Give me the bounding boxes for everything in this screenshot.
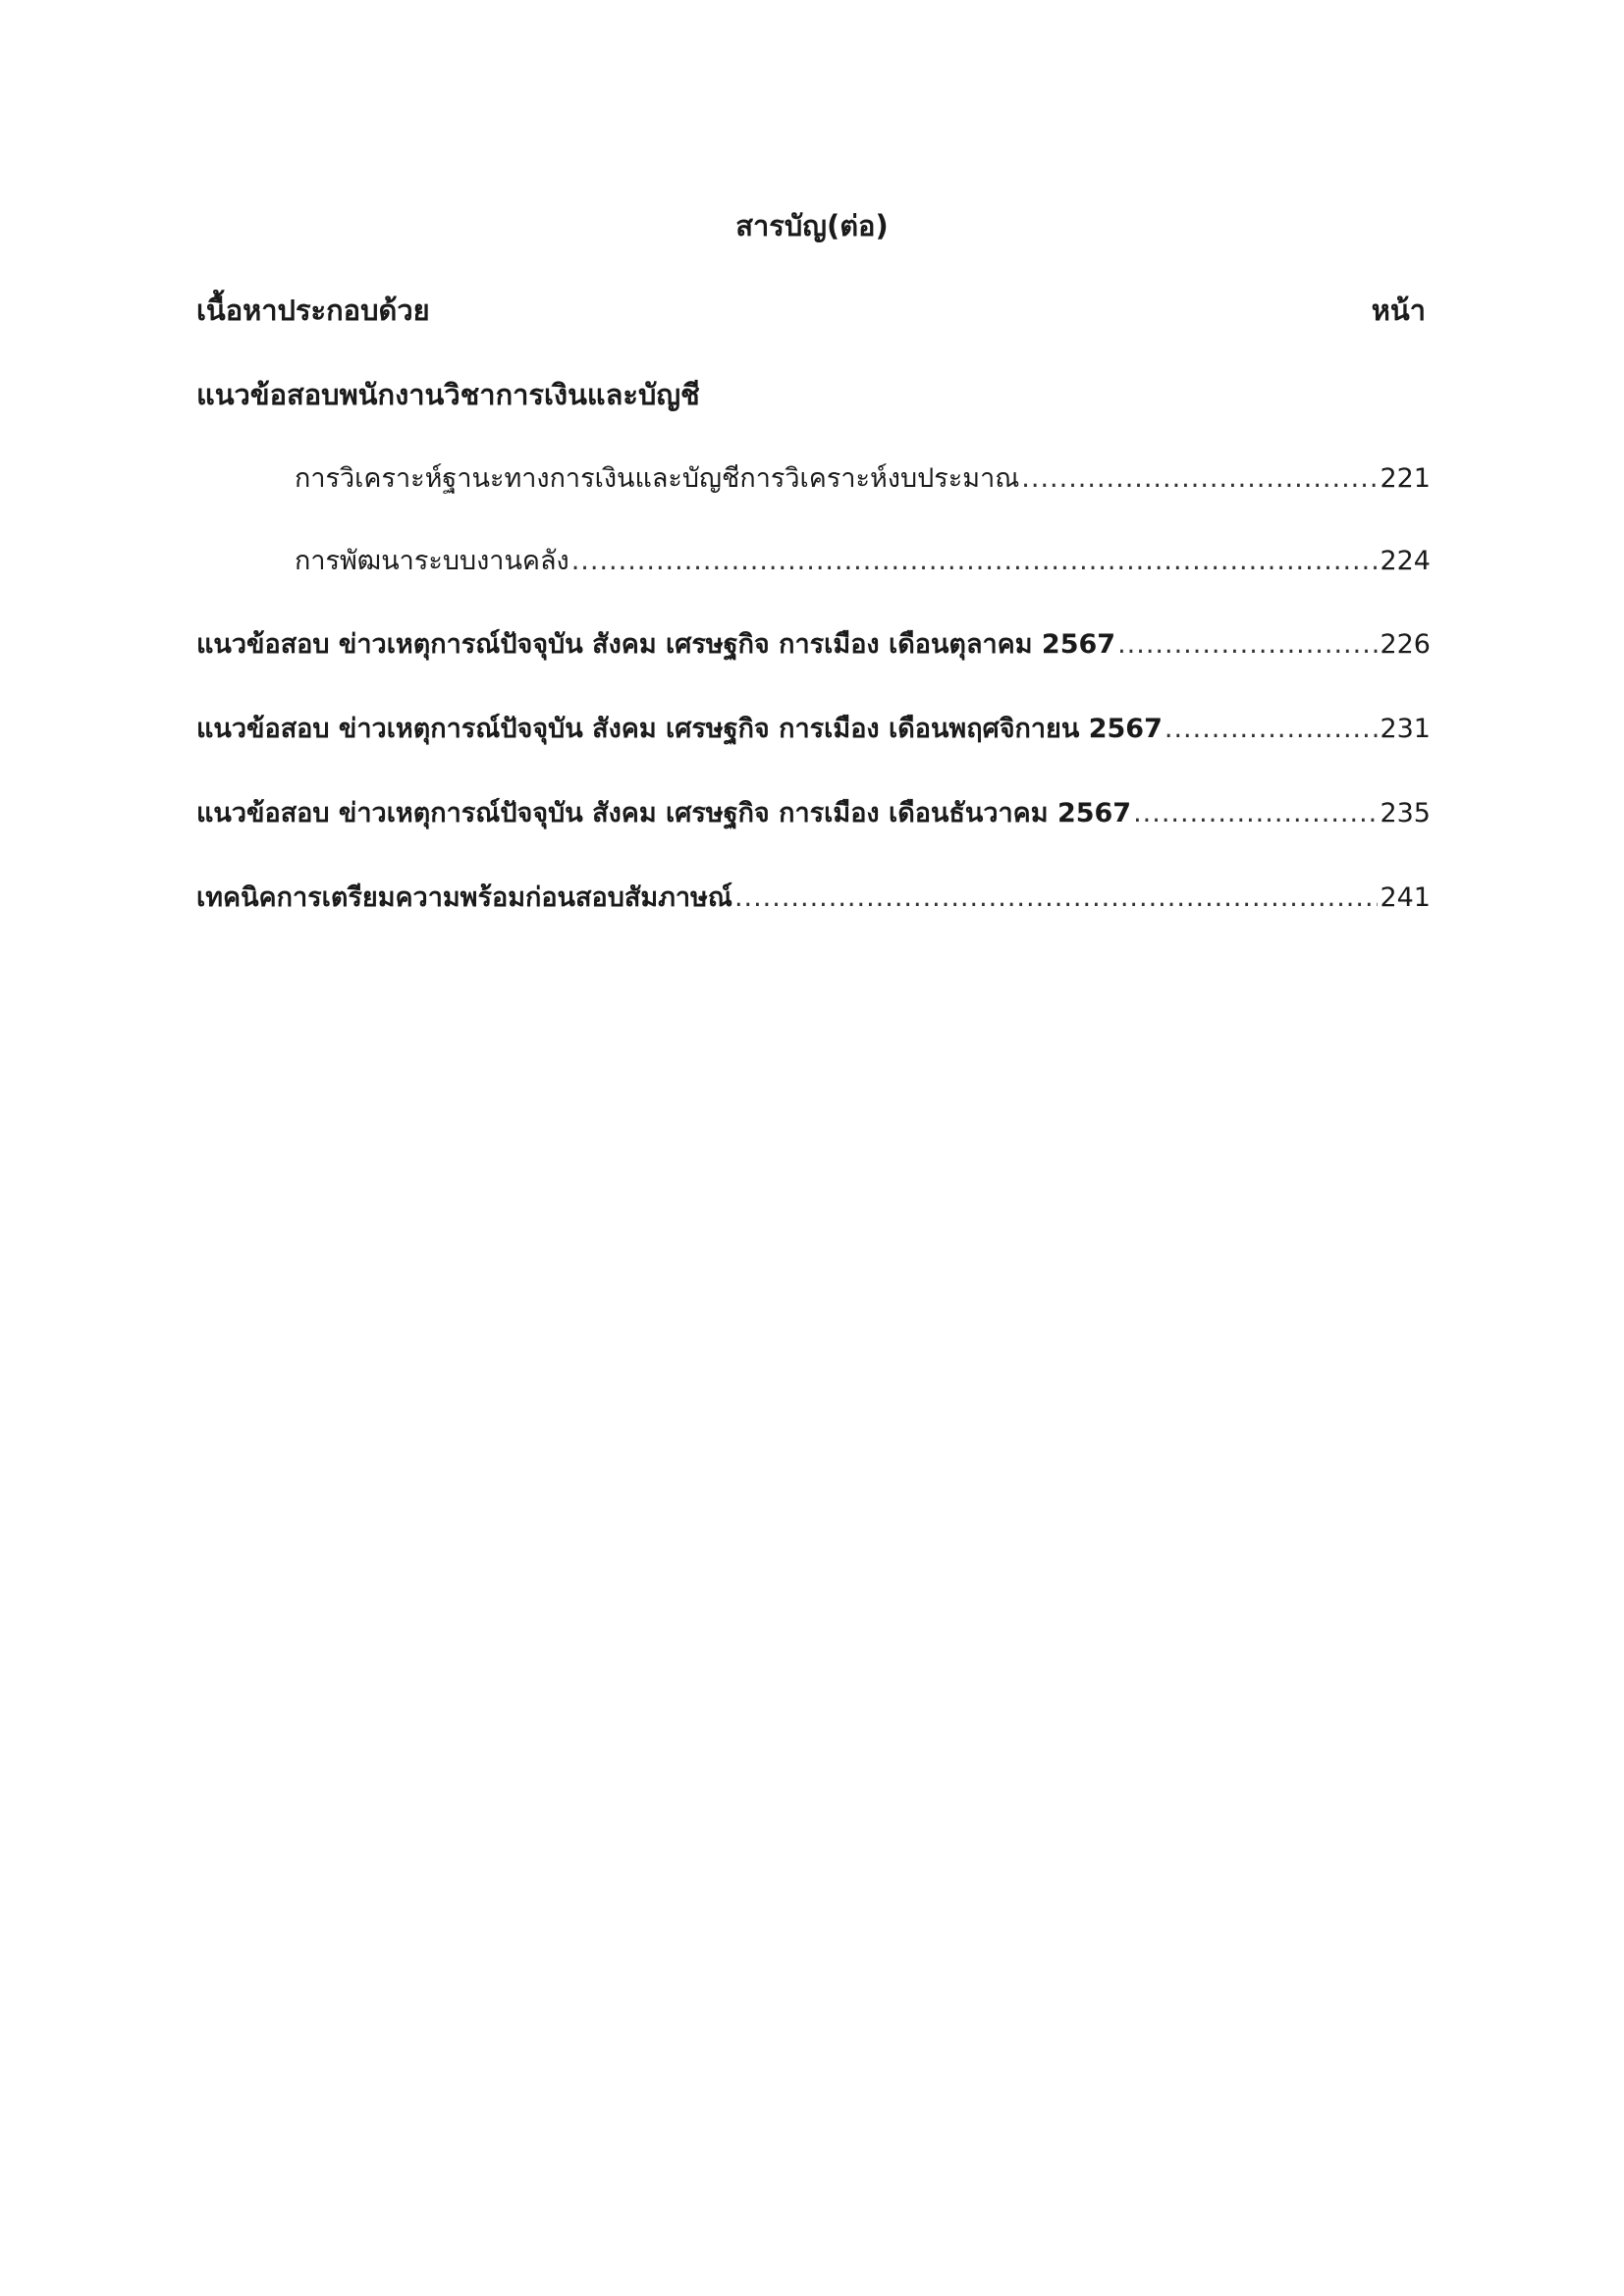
toc-entry-page: 224 xyxy=(1380,546,1431,576)
toc-entry-label: แนวข้อสอบ ข่าวเหตุการณ์ปัจจุบัน สังคม เศรษฐกิจ การเมือง เดือนพฤศจิกายน 2567 xyxy=(196,714,1163,744)
section-heading: แนวข้อสอบพนักงานวิชาการเงินและบัญชี xyxy=(196,378,700,411)
dot-leader xyxy=(1117,625,1378,665)
toc-entry-page: 231 xyxy=(1380,714,1431,744)
toc-entry-label: แนวข้อสอบ ข่าวเหตุการณ์ปัจจุบัน สังคม เศรษฐกิจ การเมือง เดือนตุลาคม 2567 xyxy=(196,629,1116,660)
page-column-label: หน้า xyxy=(1371,294,1426,327)
dot-leader xyxy=(1164,710,1379,749)
toc-entry-page: 235 xyxy=(1380,798,1431,828)
toc-entry-page: 241 xyxy=(1380,882,1431,913)
toc-entry xyxy=(196,710,1431,749)
toc-entry xyxy=(196,625,1431,665)
toc-entry xyxy=(295,459,1431,499)
toc-entry-label: แนวข้อสอบ ข่าวเหตุการณ์ปัจจุบัน สังคม เศรษฐกิจ การเมือง เดือนธันวาคม 2567 xyxy=(196,798,1132,828)
toc-entry-label: การวิเคราะห์ฐานะทางการเงินและบัญชีการวิเคราะห์งบประมาณ xyxy=(295,463,1020,494)
toc-entry-page: 221 xyxy=(1380,463,1431,494)
dot-leader xyxy=(1133,794,1378,833)
toc-entry-label: การพัฒนาระบบงานคลัง xyxy=(295,546,569,576)
dot-leader xyxy=(734,879,1379,918)
dot-leader xyxy=(571,542,1379,581)
toc-entry-label: เทคนิคการเตรียมความพร้อมก่อนสอบสัมภาษณ์ xyxy=(196,882,732,913)
toc-entry xyxy=(196,794,1431,833)
content-column-label: เนื้อหาประกอบด้วย xyxy=(196,294,430,327)
toc-header-row xyxy=(196,291,1426,330)
toc-title: สารบัญ(ต่อ) xyxy=(735,209,889,242)
dot-leader xyxy=(1021,459,1378,499)
toc-entry xyxy=(196,879,1431,918)
toc-entry xyxy=(295,542,1431,581)
toc-entry-page: 226 xyxy=(1380,629,1431,660)
